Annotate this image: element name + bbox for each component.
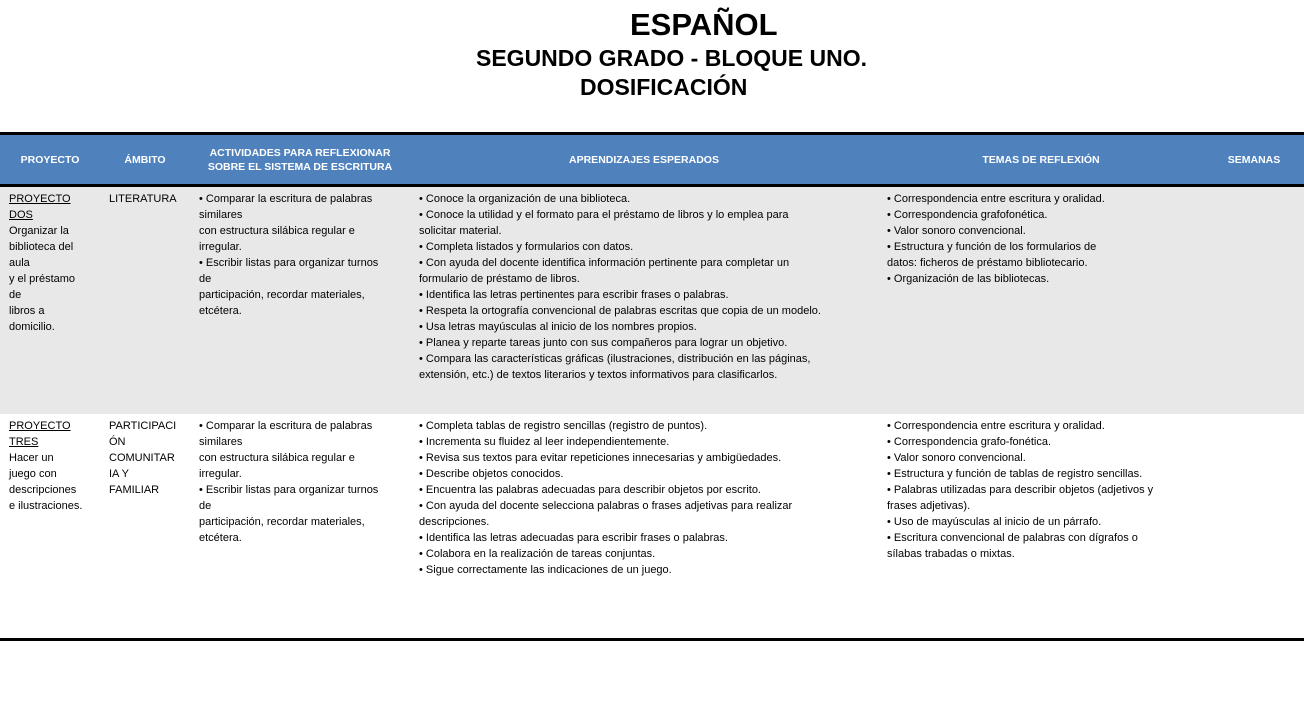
tema-line: • Correspondencia grafofonética. [887,209,1048,221]
tema-line: • Valor sonoro convencional. [887,451,1026,464]
actividad-line: similares [199,435,243,448]
actividad-line: etcétera. [199,305,242,317]
actividad-line: participación, recordar materiales, [199,515,365,528]
ambito-line: ÓN [109,435,126,448]
ambito-line: LITERATURA [109,193,177,205]
project-desc-line: e ilustraciones. [9,499,83,512]
aprendizaje-line: • Completa listados y formularios con datos. [419,241,634,253]
cell-ambito [100,186,190,414]
cell-temas [878,186,1204,414]
aprendizaje-line: • Colabora en la realización de tareas conjuntas. [419,547,656,560]
tema-line: • Correspondencia entre escritura y oralidad. [887,193,1105,205]
table-row [0,414,1304,640]
cell-actividades [190,186,410,414]
actividad-line: con estructura silábica regular e [199,451,355,464]
aprendizaje-line: formulario de préstamo de libros. [419,273,580,285]
ambito-line: IA Y [109,467,129,480]
actividad-line: con estructura silábica regular e [199,225,355,237]
project-desc-line: juego con [9,467,57,480]
aprendizaje-line: • Incrementa su fluidez al leer independientemente. [419,435,670,448]
tema-line: • Estructura y función de tablas de registro sencillas. [887,467,1143,480]
aprendizaje-line: • Revisa sus textos para evitar repeticiones innecesarias y ambigüedades. [419,451,782,464]
actividad-line: irregular. [199,241,242,253]
project-desc-line: descripciones [9,483,77,496]
project-desc-line: y el préstamo [9,273,76,285]
aprendizaje-line: descripciones. [419,515,490,528]
header-semanas: SEMANAS [1204,134,1304,186]
actividad-line: • Escribir listas para organizar turnos [199,257,379,269]
project-name-line: PROYECTO [9,419,71,432]
tema-line: • Correspondencia entre escritura y oralidad. [887,419,1105,432]
table-row [0,186,1304,414]
aprendizaje-line: • Conoce la organización de una biblioteca. [419,193,631,205]
project-desc-line: aula [9,257,30,269]
project-desc-line: domicilio. [9,321,55,333]
document-title: ESPAÑOL [630,7,778,42]
aprendizaje-line: • Describe objetos conocidos. [419,467,564,480]
project-desc-line: de [9,289,22,301]
tema-line: • Organización de las bibliotecas. [887,273,1050,285]
aprendizaje-line: • Con ayuda del docente selecciona palabras o frases adjetivas para realizar [419,499,793,512]
aprendizaje-line: • Planea y reparte tareas junto con sus compañeros para lograr un objetivo. [419,337,788,349]
project-name-line: PROYECTO [9,193,71,205]
actividad-line: similares [199,209,243,221]
dosificacion-table [0,132,1304,641]
project-desc-line: libros a [9,305,45,317]
aprendizaje-line: solicitar material. [419,225,502,237]
tema-line: frases adjetivas). [887,499,971,512]
header-ambito: ÁMBITO [100,134,190,186]
aprendizaje-line: • Con ayuda del docente identifica información pertinente para completar un [419,257,790,269]
cell-semanas [1204,414,1304,640]
tema-line: • Estructura y función de los formularios de [887,241,1097,253]
cell-semanas [1204,186,1304,414]
project-name-line: TRES [9,435,39,448]
tema-line: • Escritura convencional de palabras con dígrafos o [887,531,1138,544]
actividad-line: etcétera. [199,531,242,544]
aprendizaje-line: • Compara las características gráficas (ilustraciones, distribución en las páginas, [419,353,811,365]
tema-line: sílabas trabadas o mixtas. [887,547,1015,560]
project-desc-line: Hacer un [9,451,54,464]
actividad-line: participación, recordar materiales, [199,289,365,301]
aprendizaje-line: extensión, etc.) de textos literarios y textos informativos para clasificarlos. [419,369,778,381]
project-name-line: DOS [9,209,33,221]
tema-line: datos: ficheros de préstamo bibliotecario. [887,257,1088,269]
actividad-line: irregular. [199,467,242,480]
actividad-line: • Comparar la escritura de palabras [199,419,373,432]
cell-actividades [190,414,410,640]
tema-line: • Valor sonoro convencional. [887,225,1026,237]
aprendizaje-line: • Identifica las letras pertinentes para escribir frases o palabras. [419,289,729,301]
actividad-line: • Escribir listas para organizar turnos [199,483,379,496]
project-desc-line: Organizar la [9,225,69,237]
document-subtitle: SEGUNDO GRADO - BLOQUE UNO. [476,45,868,71]
header-temas: TEMAS DE REFLEXIÓN [878,134,1204,186]
cell-proyecto [0,414,100,640]
tema-line: • Palabras utilizadas para describir objetos (adjetivos y [887,483,1154,496]
aprendizaje-line: • Sigue correctamente las indicaciones de un juego. [419,563,672,576]
header-actividades: ACTIVIDADES PARA REFLEXIONAR SOBRE EL SISTEMA DE ESCRITURA [190,134,410,186]
aprendizaje-line: • Respeta la ortografía convencional de palabras escritas que copia de un modelo. [419,305,821,317]
cell-ambito [100,414,190,640]
ambito-line: PARTICIPACI [109,419,177,432]
tema-line: • Correspondencia grafo-fonética. [887,435,1052,448]
header-proyecto: PROYECTO [0,134,100,186]
header-aprendizajes: APRENDIZAJES ESPERADOS [410,134,878,186]
actividad-line: de [199,273,212,285]
document-section-title: DOSIFICACIÓN [580,74,748,100]
aprendizaje-line: • Encuentra las palabras adecuadas para describir objetos por escrito. [419,483,761,496]
ambito-line: FAMILIAR [109,483,160,496]
aprendizaje-line: • Conoce la utilidad y el formato para el préstamo de libros y lo emplea para [419,209,789,221]
project-desc-line: biblioteca del [9,241,74,253]
aprendizaje-line: • Identifica las letras adecuadas para escribir frases o palabras. [419,531,728,544]
aprendizaje-line: • Completa tablas de registro sencillas (registro de puntos). [419,419,708,432]
table-header-row [0,134,1304,186]
aprendizaje-line: • Usa letras mayúsculas al inicio de los nombres propios. [419,321,697,333]
cell-aprendizajes [410,414,878,640]
ambito-line: COMUNITAR [109,451,175,464]
cell-aprendizajes [410,186,878,414]
cell-temas [878,414,1204,640]
actividad-line: • Comparar la escritura de palabras [199,193,373,205]
actividad-line: de [199,499,212,512]
cell-proyecto [0,186,100,414]
tema-line: • Uso de mayúsculas al inicio de un párrafo. [887,515,1102,528]
